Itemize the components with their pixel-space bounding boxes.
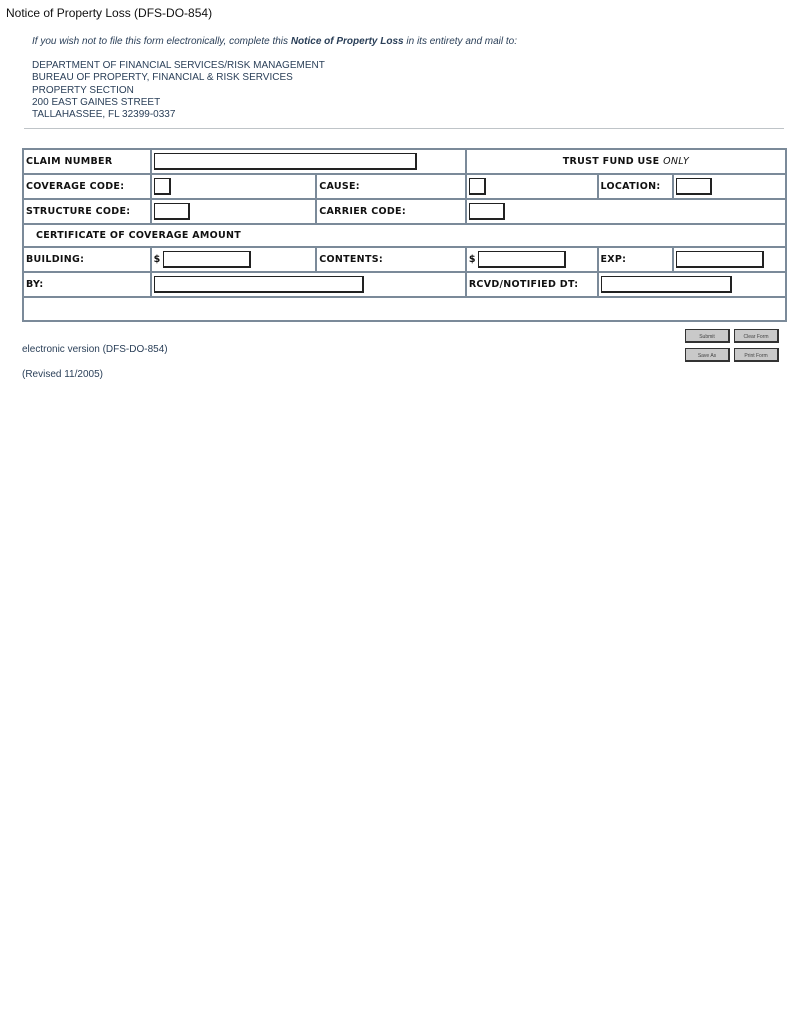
coverage-code-label: COVERAGE CODE:	[23, 174, 151, 199]
clear-form-button[interactable]: Clear Form	[734, 329, 779, 343]
rcvd-label: RCVD/NOTIFIED DT:	[466, 272, 598, 297]
submit-button[interactable]: Submit	[685, 329, 730, 343]
contents-currency: $	[468, 254, 476, 265]
carrier-code-label: CARRIER CODE:	[316, 199, 466, 224]
version-text: electronic version (DFS-DO-854)	[22, 344, 168, 355]
intro-after: in its entirety and mail to:	[403, 36, 518, 47]
address-line: PROPERTY SECTION	[32, 84, 134, 96]
intro-before: If you wish not to file this form electronically, complete this	[32, 36, 291, 47]
exp-input[interactable]	[676, 251, 764, 268]
exp-label: EXP:	[598, 247, 674, 272]
claim-number-label: CLAIM NUMBER	[23, 149, 151, 174]
address-line: 200 EAST GAINES STREET	[32, 96, 161, 108]
address-line: TALLAHASSEE, FL 32399-0337	[32, 109, 176, 121]
trust-fund-only: ONLY	[663, 156, 690, 167]
building-currency: $	[153, 254, 161, 265]
claim-number-input[interactable]	[154, 153, 417, 170]
blank-row	[23, 297, 786, 321]
print-form-button[interactable]: Print Form	[734, 348, 779, 362]
trust-fund-label: TRUST FUND USE	[562, 156, 660, 167]
property-loss-form	[22, 148, 787, 322]
building-input[interactable]	[163, 251, 251, 268]
contents-input[interactable]	[478, 251, 566, 268]
address-line: DEPARTMENT OF FINANCIAL SERVICES/RISK MANAGEMENT	[32, 60, 325, 71]
structure-code-input[interactable]	[154, 203, 190, 220]
address-line: BUREAU OF PROPERTY, FINANCIAL & RISK SERVICES	[32, 72, 293, 84]
revised-text: (Revised 11/2005)	[22, 369, 103, 380]
rcvd-input[interactable]	[601, 276, 732, 293]
building-label: BUILDING:	[23, 247, 151, 272]
contents-label: CONTENTS:	[316, 247, 466, 272]
location-input[interactable]	[676, 178, 712, 195]
divider	[24, 128, 784, 129]
cause-label: CAUSE:	[316, 174, 466, 199]
cause-input[interactable]	[469, 178, 486, 195]
mailing-address	[32, 60, 325, 121]
certificate-header: CERTIFICATE OF COVERAGE AMOUNT	[23, 224, 786, 247]
structure-code-label: STRUCTURE CODE:	[23, 199, 151, 224]
intro-text	[32, 36, 517, 47]
intro-bold: Notice of Property Loss	[290, 36, 404, 47]
page-title: Notice of Property Loss (DFS-DO-854)	[6, 6, 213, 20]
coverage-code-input[interactable]	[154, 178, 171, 195]
trust-fund-header	[466, 149, 786, 174]
by-input[interactable]	[154, 276, 364, 293]
save-as-button[interactable]: Save As	[685, 348, 730, 362]
location-label: LOCATION:	[598, 174, 674, 199]
carrier-code-input[interactable]	[469, 203, 505, 220]
by-label: BY:	[23, 272, 151, 297]
